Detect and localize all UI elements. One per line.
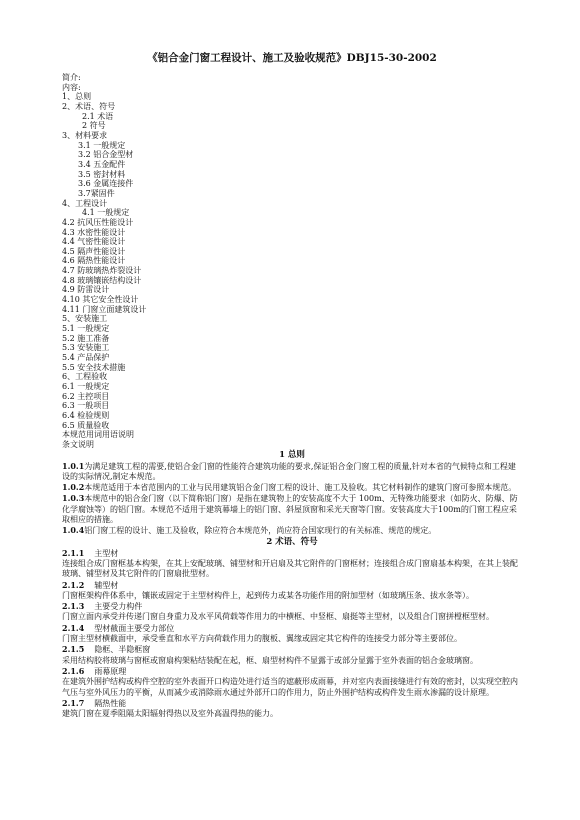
clause-paragraph (62, 482, 522, 493)
clause-number: 1.0.3 (62, 493, 85, 504)
toc-item: 6.2 主控项目 (62, 391, 110, 401)
term-heading (62, 548, 522, 559)
contents-label: 内容: (62, 82, 81, 92)
toc-item: 6.1 一般规定 (62, 382, 110, 391)
toc-item: 3.1 一般规定 (78, 140, 126, 150)
toc-item: 4.5 隔声性能设计 (62, 246, 126, 256)
term-definition: 采用结构胶将玻璃与窗框或窗扇构架粘结装配在起，框、扇型材构件不显露于或部分显露于室外表面的铝合金玻璃窗。 (62, 655, 478, 665)
term-name: 隐框、半隐框窗 (94, 645, 151, 655)
clause-text: 为满足建筑工程的需要,使铝合金门窗的性能符合建筑功能的要求,保证铝合金门窗工程的质量,针对本省的气候特点和工程建设的实际情况,制定本规范。 (62, 461, 516, 481)
term-heading (62, 623, 522, 634)
toc-item: 2.1 术语 (82, 111, 114, 121)
section-heading: 1 总则 (279, 449, 305, 460)
toc-item: 5.2 施工准备 (62, 333, 110, 343)
clause-text: 本规范中的铝合金门窗（以下简称铝门窗）是指在建筑物上的安装高度不大于 100m、无特殊功能要求（如防火、防爆、防化学腐蚀等）的铝门窗。本规范不适用于建筑幕墙上的铝门窗、斜屋顶窗和采光天窗等门窗。安装高度大于100m的门窗工程应采取相应的措施。 (62, 494, 518, 525)
toc-item: 5、安装施工 (62, 314, 108, 324)
clause-number: 1.0.4 (62, 525, 85, 536)
toc-item: 3.7紧固件 (78, 188, 115, 198)
toc-item: 2、术语、符号 (62, 101, 116, 111)
clause-text: 铝门窗工程的设计、施工及验收，除应符合本规范外，尚应符合国家现行的有关标准、规范的规定。 (84, 526, 437, 536)
toc-item: 3.6 金属连接件 (78, 179, 134, 189)
term-name: 辅型材 (94, 580, 119, 590)
toc-item: 4.3 水密性能设计 (62, 227, 126, 237)
clause-number: 1.0.2 (62, 482, 85, 493)
term-name: 隔热性能 (94, 698, 127, 708)
toc-item: 3.2 铝合金型材 (78, 150, 134, 160)
toc-item: 4.10 其它安全性设计 (62, 295, 139, 305)
toc-item: 条文说明 (62, 439, 94, 449)
term-name: 型材截面主要受力部位 (94, 623, 175, 633)
toc-item: 4.8 玻璃镶嵌结构设计 (62, 275, 142, 285)
term-definition: 门窗立面内承受并传递门窗自身重力及水平风荷载等作用力的中横框、中竖框、扇挺等主型材，以及组合门窗拼樘框型材。 (62, 612, 494, 622)
toc-item: 5.4 产品保护 (62, 353, 110, 363)
document-title: 《铝合金门窗工程设计、施工及验收规范》DBJ15-30-2002 (147, 52, 437, 64)
term-definition: 门窗主型材横截面中，承受垂直和水平方向荷载作用力的腹板、翼缘或固定其它构件的连接受力部分等主要部位。 (62, 634, 462, 644)
toc-item: 5.1 一般规定 (62, 324, 110, 334)
toc-item: 3、材料要求 (62, 130, 108, 140)
term-definition: 建筑门窗在夏季阻隔太阳辐射得热以及室外高温得热的能力。 (62, 709, 278, 719)
term-heading (62, 644, 522, 655)
term-definition: 在建筑外围护结构或构件空腔的室外表面开口构造处进行适当的遮蔽形成雨幕，并对室内表面接缝进行有效的密封，以实现空腔内气压与室外风压力的平衡，从而减少或消除雨水通过外部开口的作用力，防止外围护结构或构件发生雨水渗漏的设计原理。 (62, 677, 518, 697)
toc-item: 本规范用词用语说明 (62, 430, 134, 440)
term-heading (62, 698, 522, 709)
document-page (62, 50, 522, 719)
toc-item: 4.4 气密性能设计 (62, 237, 126, 247)
term-definition: 连接组合成门窗框基本构架，在其上安配玻璃、铺型材和开启扇及其它附件的门窗框材；连接组合成门窗扇基本构架，在其上装配玻璃、铺型材及其它附件的门窗扇批型材。 (62, 558, 518, 579)
section-general (62, 450, 522, 537)
term-number: 2.1.2 (62, 579, 85, 590)
toc-item: 4.2 抗风压性能设计 (62, 217, 134, 227)
term-definition: 门窗框架构件体系中，镶嵌或固定于主型材构件上，起到传力或某各功能作用的附加型材（如玻璃压条、拔水条等）。 (62, 590, 474, 600)
term-number: 2.1.3 (62, 601, 85, 612)
section-terms (62, 537, 522, 720)
toc-item: 4、工程设计 (62, 198, 108, 208)
toc-item: 4.11 门窗立面建筑设计 (62, 304, 147, 314)
clause-text: 本规范适用于本省范围内的工业与民用建筑铝合金门窗工程的设计、施工及验收。其它材料制作的建筑门窗可参照本规范。 (84, 483, 517, 493)
toc-item: 6.3 一般项目 (62, 401, 110, 411)
term-name: 主要受力构件 (94, 602, 143, 612)
table-of-contents (62, 92, 522, 449)
intro-label: 简介: (62, 73, 81, 82)
clause-paragraph (62, 461, 522, 483)
term-number: 2.1.7 (62, 697, 85, 708)
term-heading (62, 666, 522, 677)
term-name: 雨幕原理 (94, 666, 127, 676)
toc-item: 4.1 一般规定 (82, 208, 130, 218)
toc-item: 4.7 防玻璃热炸裂设计 (62, 266, 142, 276)
toc-item: 6、工程验收 (62, 372, 108, 382)
term-heading (62, 580, 522, 591)
toc-item: 4.9 防雷设计 (62, 285, 110, 295)
toc-item: 3.4 五金配件 (78, 159, 126, 169)
toc-item: 6.4 检验规则 (62, 410, 110, 420)
section-heading: 2 术语、符号 (266, 536, 318, 547)
toc-item: 3.5 密封材料 (78, 169, 126, 179)
toc-item: 1、总则 (62, 92, 92, 102)
term-number: 2.1.1 (62, 547, 85, 558)
clause-number: 1.0.1 (62, 460, 85, 471)
toc-item: 5.5 安全技术措施 (62, 362, 126, 372)
term-heading (62, 601, 522, 612)
toc-item: 6.5 质量验收 (62, 420, 110, 430)
term-number: 2.1.6 (62, 665, 85, 676)
toc-item: 5.3 安装施工 (62, 343, 110, 353)
toc-item: 4.6 隔热性能设计 (62, 256, 126, 266)
toc-item: 2 符号 (82, 121, 106, 131)
clause-paragraph (62, 525, 522, 536)
term-number: 2.1.4 (62, 622, 85, 633)
term-number: 2.1.5 (62, 644, 85, 655)
term-name: 主型材 (94, 548, 119, 558)
clause-paragraph (62, 493, 522, 525)
